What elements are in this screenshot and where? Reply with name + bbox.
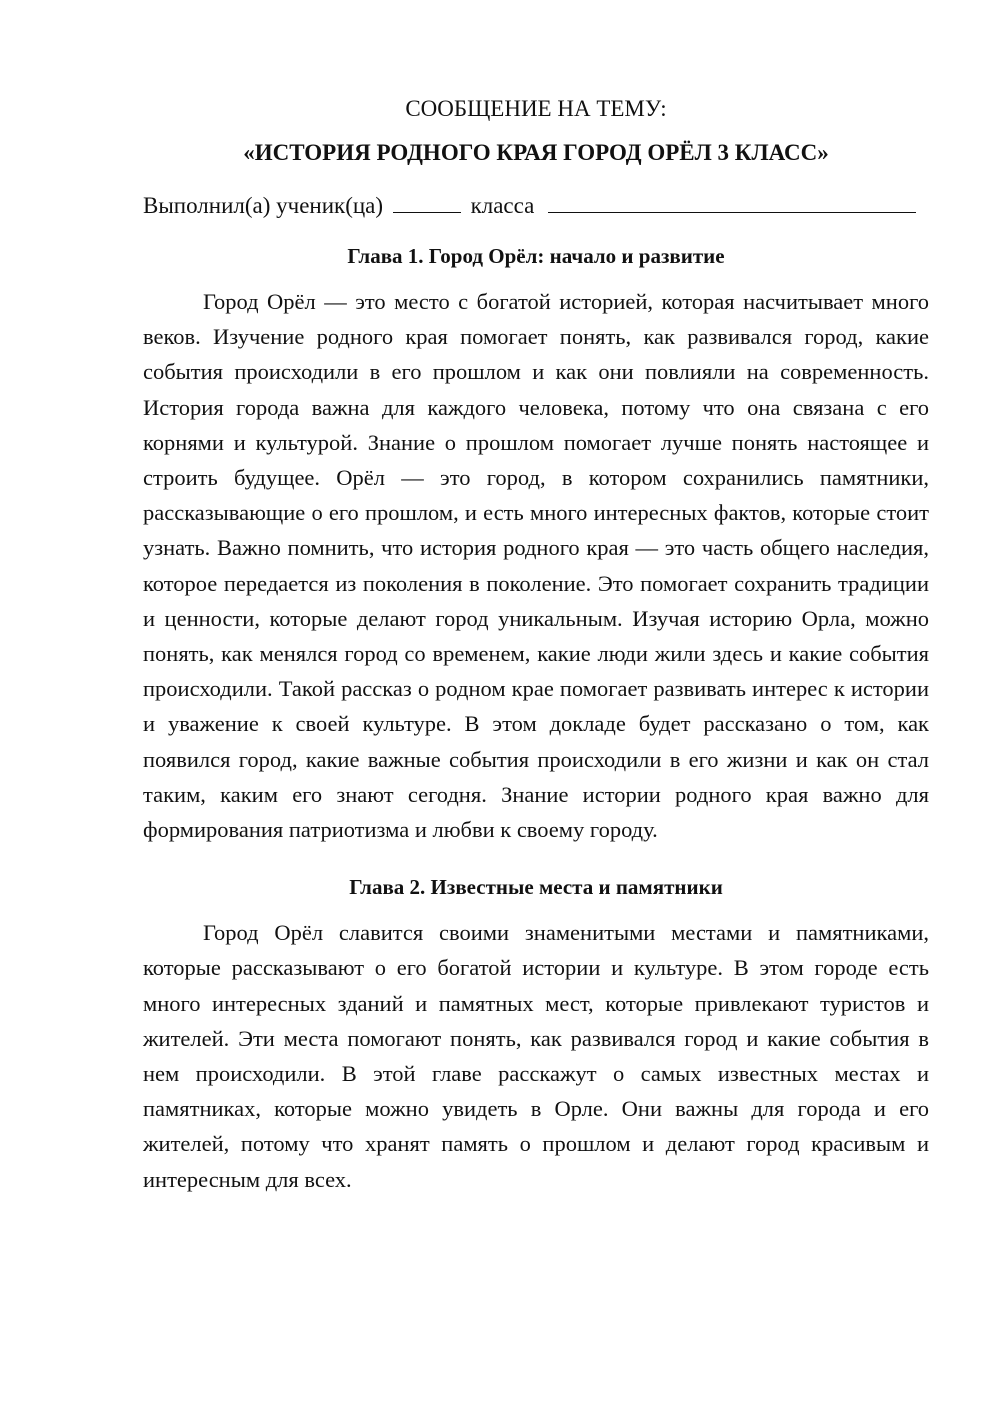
class-label: класса: [470, 193, 535, 218]
author-label: Выполнил(а) ученик(ца): [143, 193, 384, 218]
chapter-2-title: Глава 2. Известные места и памятники: [349, 875, 723, 900]
document-page: [143, 92, 929, 1197]
student-name-blank: [548, 190, 916, 213]
document-title: «ИСТОРИЯ РОДНОГО КРАЯ ГОРОД ОРЁЛ 3 КЛАСС»: [243, 140, 829, 165]
author-line: [143, 189, 929, 223]
document-heading-line-1: СООБЩЕНИЕ НА ТЕМУ:: [405, 96, 667, 121]
chapter-2-paragraph: Город Орёл славится своими знаменитыми местами и памятниками, которые рассказывают о его богатой истории и культуре. В этом городе есть много интересных зданий и памятных мест, которые привлекают туристов и жителей. Эти места помогают понять, как развивался город и какие события в нем происходили. В этой главе расскажут о самых известных местах и памятниках, которые можно увидеть в Орле. Они важны для города и его жителей, потому что хранят память о прошлом и делают город красивым и интересным для всех.: [143, 920, 929, 1192]
chapter-1-title: Глава 1. Город Орёл: начало и развитие: [347, 244, 725, 268]
chapter-1-paragraph: Город Орёл — это место с богатой историей, которая насчитывает много веков. Изучение родного края помогает понять, как развивался город, какие события происходили в его прошлом и как они повлияли на современность. История города важна для каждого человека, потому что она связана с его корнями и культурой. Знание о прошлом помогает лучше понять настоящее и строить будущее. Орёл — это город, в котором сохранились памятники, рассказывающие о его прошлом, и есть много интересных фактов, которые стоит узнать. Важно помнить, что история родного края — это часть общего наследия, которое передается из поколения в поколение. Это помогает сохранить традиции и ценности, которые делают город уникальным. Изучая историю Орла, можно понять, как менялся город со временем, какие люди жили здесь и какие события происходили. Такой рассказ о родном крае помогает развивать интерес к истории и уважение к своей культуре. В этом докладе будет рассказано о том, как появился город, какие важные события происходили в его жизни и как он стал таким, каким его знают сегодня. Знание истории родного края важно для формирования патриотизма и любви к своему городу.: [143, 289, 929, 843]
class-number-blank: [393, 190, 461, 213]
